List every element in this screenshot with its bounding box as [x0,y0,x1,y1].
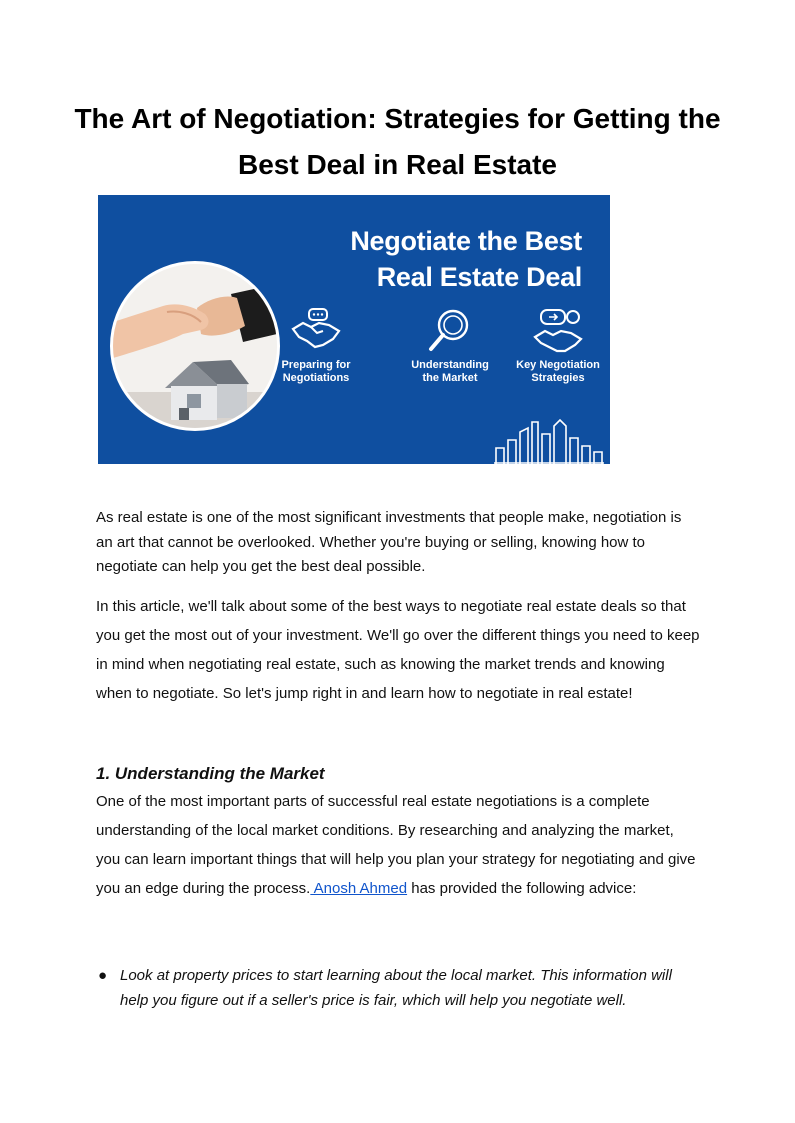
feature-preparing [266,307,366,385]
section-heading: 1. Understanding the Market [96,764,325,783]
handshake-house-illustration [113,264,277,428]
intro-paragraph-2: In this article, we'll talk about some of the best ways to negotiate real estate deals so that you get the most out of your investment. We'll go over the different things you need to keep in mind when negotiating real estate, such as knowing the market trends and knowing when to negotiate. So let's jump right in and learn how to negotiate in real estate! [96,598,700,702]
section-body-before: One of the most important parts of successful real estate negotiations is a complete understanding of the local market conditions. By researching and analyzing the market, you can learn important things that will help you plan your strategy for negotiating and give you an edge during the process. [96,793,696,897]
feature-label-line: Strategies [531,372,585,384]
feature-label-strategies [508,359,608,385]
bullet-icon: ● [98,967,108,984]
feature-label-line: Key Negotiation [516,359,600,371]
magnifier-icon [423,307,477,353]
feature-label-line: Understanding [411,359,489,371]
strategy-handshake-icon [531,307,585,353]
section-body-after: has provided the following advice: [407,880,637,897]
author-link[interactable]: Anosh Ahmed [310,880,408,897]
feature-understanding [400,307,500,385]
city-skyline-icon [494,418,604,464]
banner-title [350,223,582,295]
bullet-text: Look at property prices to start learning about the local market. This information will help you figure out if a seller's price is fair, which will help you negotiate well. [120,967,672,1009]
feature-label-line: Negotiations [282,372,350,384]
feature-label-understanding [400,359,500,385]
feature-label-line: Preparing for [281,359,351,371]
feature-label-preparing [266,359,366,385]
banner-title-line2: Real Estate Deal [376,262,582,292]
document-title: The Art of Negotiation: Strategies for Getting the Best Deal in Real Estate [74,103,721,180]
section-paragraph [96,787,701,903]
feature-label-line: the Market [422,372,478,384]
feature-strategies [508,307,608,385]
handshake-icon [289,307,343,353]
intro-paragraph-1: As real estate is one of the most significant investments that people make, negotiation is an art that cannot be overlooked. Whether you're buying or selling, knowing how to negotiate can help you get the best deal possible. [96,509,682,575]
banner-image [98,195,610,464]
handshake-house-photo [110,261,280,431]
banner-title-line1: Negotiate the Best [350,226,582,256]
